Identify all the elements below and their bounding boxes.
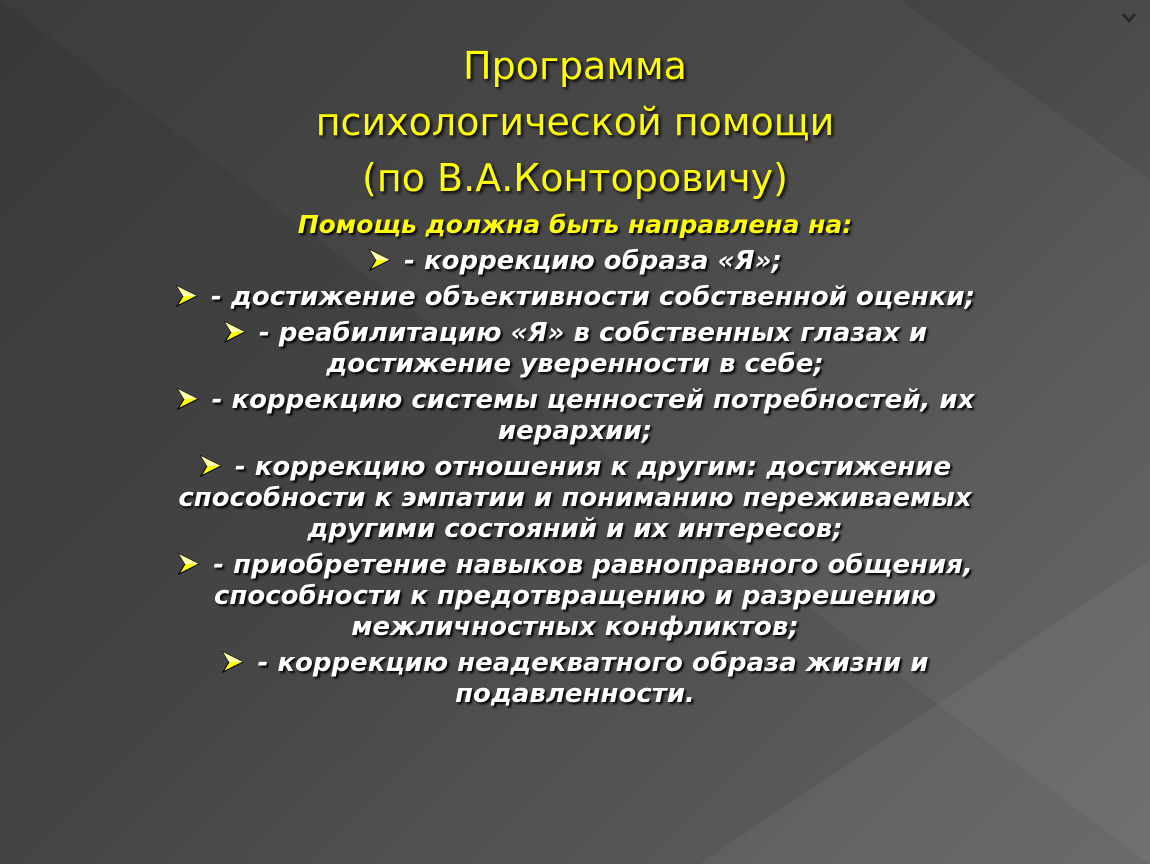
list-item-text: - приобретение навыков равноправного общения, — [213, 550, 973, 580]
list-item-line — [100, 416, 1050, 447]
list-item-line — [100, 452, 1050, 483]
list-item-text: способности к эмпатии и пониманию переживаемых — [178, 483, 972, 513]
list-item — [100, 452, 1050, 545]
arrow-bullet-icon — [175, 285, 199, 307]
list-item-text: подавленности. — [455, 679, 695, 709]
title-line-2: психологической помощи — [315, 100, 835, 144]
list-item-text: - коррекцию системы ценностей потребностей, их — [211, 385, 975, 415]
arrow-bullet-icon — [368, 249, 392, 271]
list-item-line — [100, 282, 1050, 313]
arrow-bullet-icon — [176, 388, 200, 410]
list-item-text: другими состояний и их интересов; — [307, 514, 843, 544]
list-item — [100, 385, 1050, 447]
chevron-corner-icon — [1122, 12, 1136, 24]
list-item-line — [100, 550, 1050, 581]
arrow-bullet-icon — [177, 553, 201, 575]
list-item-text: - коррекцию образа «Я»; — [404, 246, 782, 276]
list-item-text: - реабилитацию «Я» в собственных глазах и — [258, 318, 928, 348]
bullet-list — [100, 246, 1050, 715]
arrow-bullet-icon — [223, 321, 247, 343]
list-item-text: способности к предотвращению и разрешению — [213, 581, 937, 611]
list-item-line — [100, 612, 1050, 643]
list-item — [100, 282, 1050, 313]
list-item-text: межличностных конфликтов; — [351, 612, 799, 642]
title-line-3: (по В.А.Конторовичу) — [362, 156, 788, 200]
arrow-bullet-icon — [221, 651, 245, 673]
list-item-line — [100, 581, 1050, 612]
list-item-line — [100, 318, 1050, 349]
title-line-1: Программа — [463, 44, 687, 88]
list-item-text: - достижение объективности собственной оценки; — [211, 282, 975, 312]
list-item-line — [100, 385, 1050, 416]
list-item-line — [100, 514, 1050, 545]
list-item-text: - коррекцию отношения к другим: достижение — [234, 452, 952, 482]
list-item-line — [100, 246, 1050, 277]
list-item-text: иерархии; — [497, 416, 653, 446]
subtitle: Помощь должна быть направлена на: — [297, 210, 853, 239]
list-item-line — [100, 483, 1050, 514]
list-item — [100, 550, 1050, 643]
list-item — [100, 318, 1050, 380]
list-item-line — [100, 349, 1050, 380]
slide-title — [0, 38, 1150, 206]
list-item — [100, 648, 1050, 710]
list-item — [100, 246, 1050, 277]
list-item-text: достижение уверенности в себе; — [326, 349, 824, 379]
list-item-line — [100, 648, 1050, 679]
arrow-bullet-icon — [199, 455, 223, 477]
list-item-text: - коррекцию неадекватного образа жизни и — [257, 648, 929, 678]
list-item-line — [100, 679, 1050, 710]
